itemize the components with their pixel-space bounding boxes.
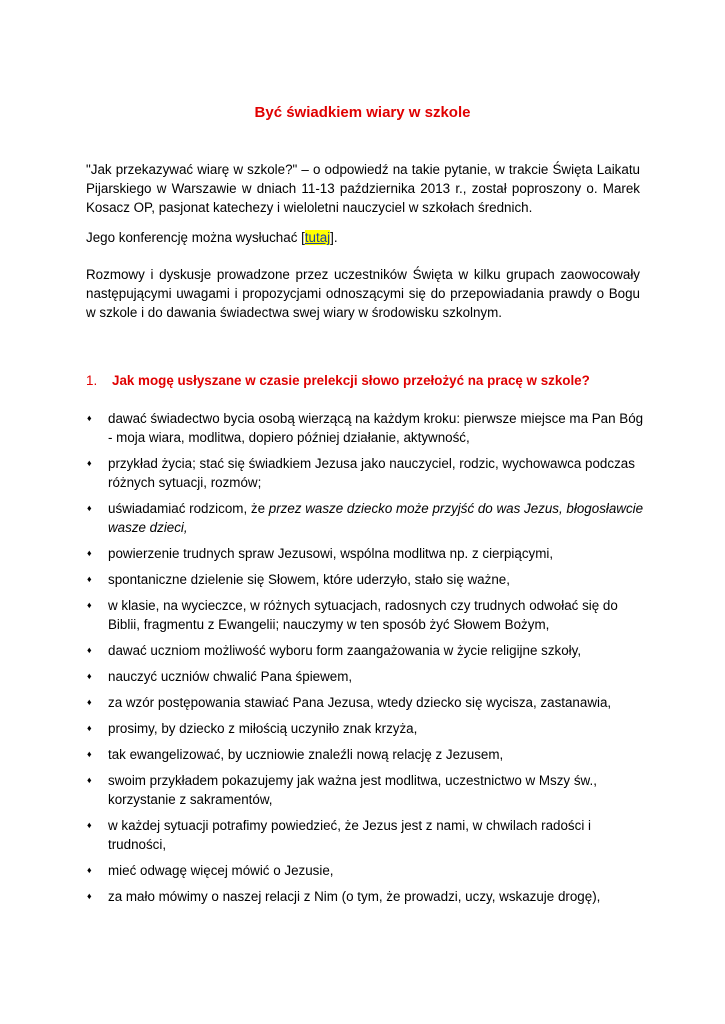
diamond-bullet-icon: ♦ <box>87 775 92 785</box>
diamond-bullet-icon: ♦ <box>87 891 92 901</box>
list-item-text: za mało mówimy o naszej relacji z Nim (o tym, że prowadzi, uczy, wskazuje drogę), <box>108 889 601 904</box>
list-item <box>86 544 646 563</box>
diamond-bullet-icon: ♦ <box>87 645 92 655</box>
list-item <box>86 409 646 447</box>
diamond-bullet-icon: ♦ <box>87 820 92 830</box>
list-item-italic-text: przez wasze dziecko może przyjść do was Jezus, błogosławcie wasze dzieci, <box>108 501 644 535</box>
tutaj-link[interactable]: tutaj <box>304 230 331 245</box>
list-item <box>86 771 646 809</box>
diamond-bullet-icon: ♦ <box>87 723 92 733</box>
diamond-bullet-icon: ♦ <box>87 574 92 584</box>
list-item-text: mieć odwagę więcej mówić o Jezusie, <box>108 863 334 878</box>
list-item-text: dawać uczniom możliwość wyboru form zaangażowania w życie religijne szkoły, <box>108 643 582 658</box>
list-item <box>86 499 646 537</box>
intro-p2-close: ]. <box>330 230 338 245</box>
list-item <box>86 454 646 492</box>
list-item-text: spontaniczne dzielenie się Słowem, które uderzyło, stało się ważne, <box>108 572 510 587</box>
list-item <box>86 667 646 686</box>
section-heading <box>86 371 590 390</box>
document-title: Być świadkiem wiary w szkole <box>254 104 471 121</box>
diamond-bullet-icon: ♦ <box>87 865 92 875</box>
diamond-bullet-icon: ♦ <box>87 503 92 513</box>
list-item-text: powierzenie trudnych spraw Jezusowi, wspólna modlitwa np. z cierpiącymi, <box>108 546 554 561</box>
list-item <box>86 816 646 854</box>
list-item-text: swoim przykładem pokazujemy jak ważna jest modlitwa, uczestnictwo w Mszy św., korzystanie z sakramentów, <box>108 773 597 807</box>
diamond-bullet-icon: ♦ <box>87 671 92 681</box>
list-item-text: nauczyć uczniów chwalić Pana śpiewem, <box>108 669 353 684</box>
list-item <box>86 596 646 634</box>
list-item <box>86 887 646 906</box>
intro-p2-text: Jego konferencję można wysłuchać [ <box>86 230 305 245</box>
diamond-bullet-icon: ♦ <box>87 749 92 759</box>
list-item-text: w klasie, na wycieczce, w różnych sytuacjach, radosnych czy trudnych odwołać się do Biblii, fragmentu z Ewangelii; nauczymy w ten sposób żyć Słowem Bożym, <box>108 598 618 632</box>
diamond-bullet-icon: ♦ <box>87 548 92 558</box>
list-item <box>86 693 646 712</box>
list-item <box>86 719 646 738</box>
list-item-text: uświadamiać rodzicom, że <box>108 501 269 516</box>
list-item-text: przykład życia; stać się świadkiem Jezusa jako nauczyciel, rodzic, wychowawca podczas różnych sytuacji, rozmów; <box>108 456 635 490</box>
section-number: 1. <box>86 373 98 388</box>
intro-paragraph-2 <box>86 228 640 247</box>
list-item-text: dawać świadectwo bycia osobą wierzącą na każdym kroku: pierwsze miejsce ma Pan Bóg - moja wiara, modlitwa, dopiero później działanie, aktywność, <box>108 411 644 445</box>
diamond-bullet-icon: ♦ <box>87 697 92 707</box>
list-item-text: w każdej sytuacji potrafimy powiedzieć, że Jezus jest z nami, w chwilach radości i trudności, <box>108 818 591 852</box>
diamond-bullet-icon: ♦ <box>87 413 92 423</box>
list-item <box>86 570 646 589</box>
list-item-text: prosimy, by dziecko z miłością uczyniło znak krzyża, <box>108 721 418 736</box>
suggestions-list <box>86 409 646 913</box>
intro-paragraph-1: "Jak przekazywać wiarę w szkole?" – o odpowiedź na takie pytanie, w trakcie Święta Laikatu Pijarskiego w Warszawie w dniach 11-13 października 2013 r., został poproszony o. Marek Kosacz OP, pasjonat katechezy i wieloletni nauczyciel w szkołach średnich. <box>86 162 640 215</box>
list-item <box>86 745 646 764</box>
diamond-bullet-icon: ♦ <box>87 600 92 610</box>
list-item-text: za wzór postępowania stawiać Pana Jezusa, wtedy dziecko się wycisza, zastanawia, <box>108 695 612 710</box>
diamond-bullet-icon: ♦ <box>87 458 92 468</box>
list-item <box>86 861 646 880</box>
list-item-text: tak ewangelizować, by uczniowie znaleźli nową relację z Jezusem, <box>108 747 504 762</box>
list-item <box>86 641 646 660</box>
intro-paragraph-3: Rozmowy i dyskusje prowadzone przez uczestników Święta w kilku grupach zaowocowały następującymi uwagami i propozycjami odnoszącymi się do przepowiadania prawdy o Bogu w szkole i do dawania świadectwa swej wiary w środowisku szkolnym. <box>86 267 640 320</box>
section-heading-text: Jak mogę usłyszane w czasie prelekcji słowo przełożyć na pracę w szkole? <box>112 373 590 388</box>
